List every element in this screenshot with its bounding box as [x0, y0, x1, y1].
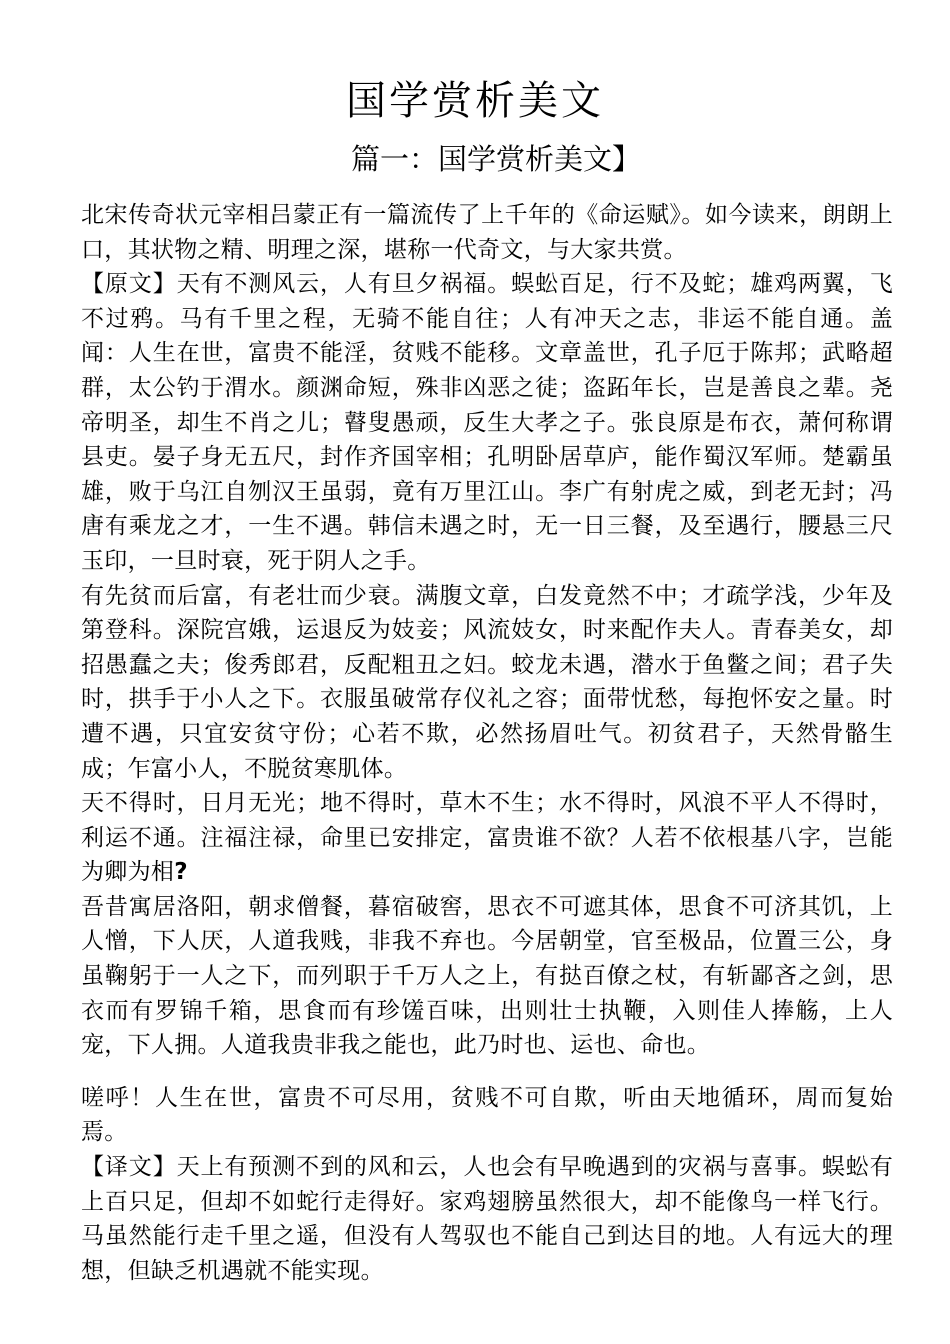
paragraph-translation: 【译文】天上有预测不到的风和云，人也会有早晚遇到的灾祸与喜事。蜈蚣有上百只足，但却不如蛇行走得好。家鸡翅膀虽然很大，却不能像鸟一样飞行。马虽然能行走千里之遥，但没有人驾驭也不能自己到达目的地。人有远大的理想，但缺乏机遇就不能实现。	[81, 1154, 893, 1284]
document-body	[81, 198, 893, 1288]
paragraph-conclusion: 嗟呼！人生在世，富贵不可尽用，贫贱不可自欺，听由天地循环，周而复始焉。	[81, 1084, 893, 1146]
paragraph-original-text: 【原文】天有不测风云，人有旦夕祸福。蜈蚣百足，行不及蛇；雄鸡两翼，飞不过鸦。马有千里之程，无骑不能自往；人有冲天之志，非运不能自通。盖闻：人生在世，富贵不能淫，贫贱不能移。文章盖世，孔子厄于陈邦；武略超群，太公钓于渭水。颜渊命短，殊非凶恶之徒；盗跖年长，岂是善良之辈。尧帝明圣，却生不肖之儿；瞽叟愚顽，反生大孝之子。张良原是布衣，萧何称谓县吏。晏子身无五尺，封作齐国宰相；孔明卧居草庐，能作蜀汉军师。楚霸虽雄，败于乌江自刎汉王虽弱，竟有万里江山。李广有射虎之威，到老无封；冯唐有乘龙之才，一生不遇。韩信未遇之时，无一日三餐，及至遇行，腰悬三尺玉印，一旦时衰，死于阴人之手。	[81, 271, 893, 574]
paragraph-luoyang: 吾昔寓居洛阳，朝求僧餐，暮宿破窖，思衣不可遮其体，思食不可济其饥，上人憎，下人厌，人道我贱，非我不弃也。今居朝堂，官至极品，位置三公，身虽鞠躬于一人之下，而列职于千万人之上，有挞百僚之杖，有斩鄙吝之剑，思衣而有罗锦千箱，思食而有珍馐百味，出则壮士执鞭，入则佳人捧觞，上人宠，下人拥。人道我贵非我之能也，此乃时也、运也、命也。	[81, 893, 893, 1059]
document-subtitle: 篇一：国学赏析美文】	[350, 142, 641, 176]
question-mark: ?	[174, 859, 188, 886]
paragraph-fortune: 有先贫而后富，有老壮而少衰。满腹文章，白发竟然不中；才疏学浅，少年及第登科。深院宫娥，运退反为妓妾；风流妓女，时来配作夫人。青春美女，却招愚蠢之夫；俊秀郎君，反配粗丑之妇。蛟龙未遇，潜水于鱼鳖之间；君子失时，拱手于小人之下。衣服虽破常存仪礼之容；面带忧愁，每抱怀安之量。时遭不遇，只宜安贫守份；心若不欺，必然扬眉吐气。初贫君子，天然骨骼生成；乍富小人，不脱贫寒肌体。	[81, 582, 893, 782]
document-title: 国学赏析美文	[346, 78, 604, 124]
paragraph-timing	[81, 786, 893, 890]
paragraph-intro: 北宋传奇状元宰相吕蒙正有一篇流传了上千年的《命运赋》。如今读来，朗朗上口，其状物之精、明理之深，堪称一代奇文，与大家共赏。	[81, 202, 893, 263]
paragraph-timing-text: 天不得时，日月无光；地不得时，草木不生；水不得时，风浪不平人不得时，利运不通。注福注禄，命里已安排定，富贵谁不欲？人若不依根基八字，岂能为卿为相	[81, 790, 893, 886]
